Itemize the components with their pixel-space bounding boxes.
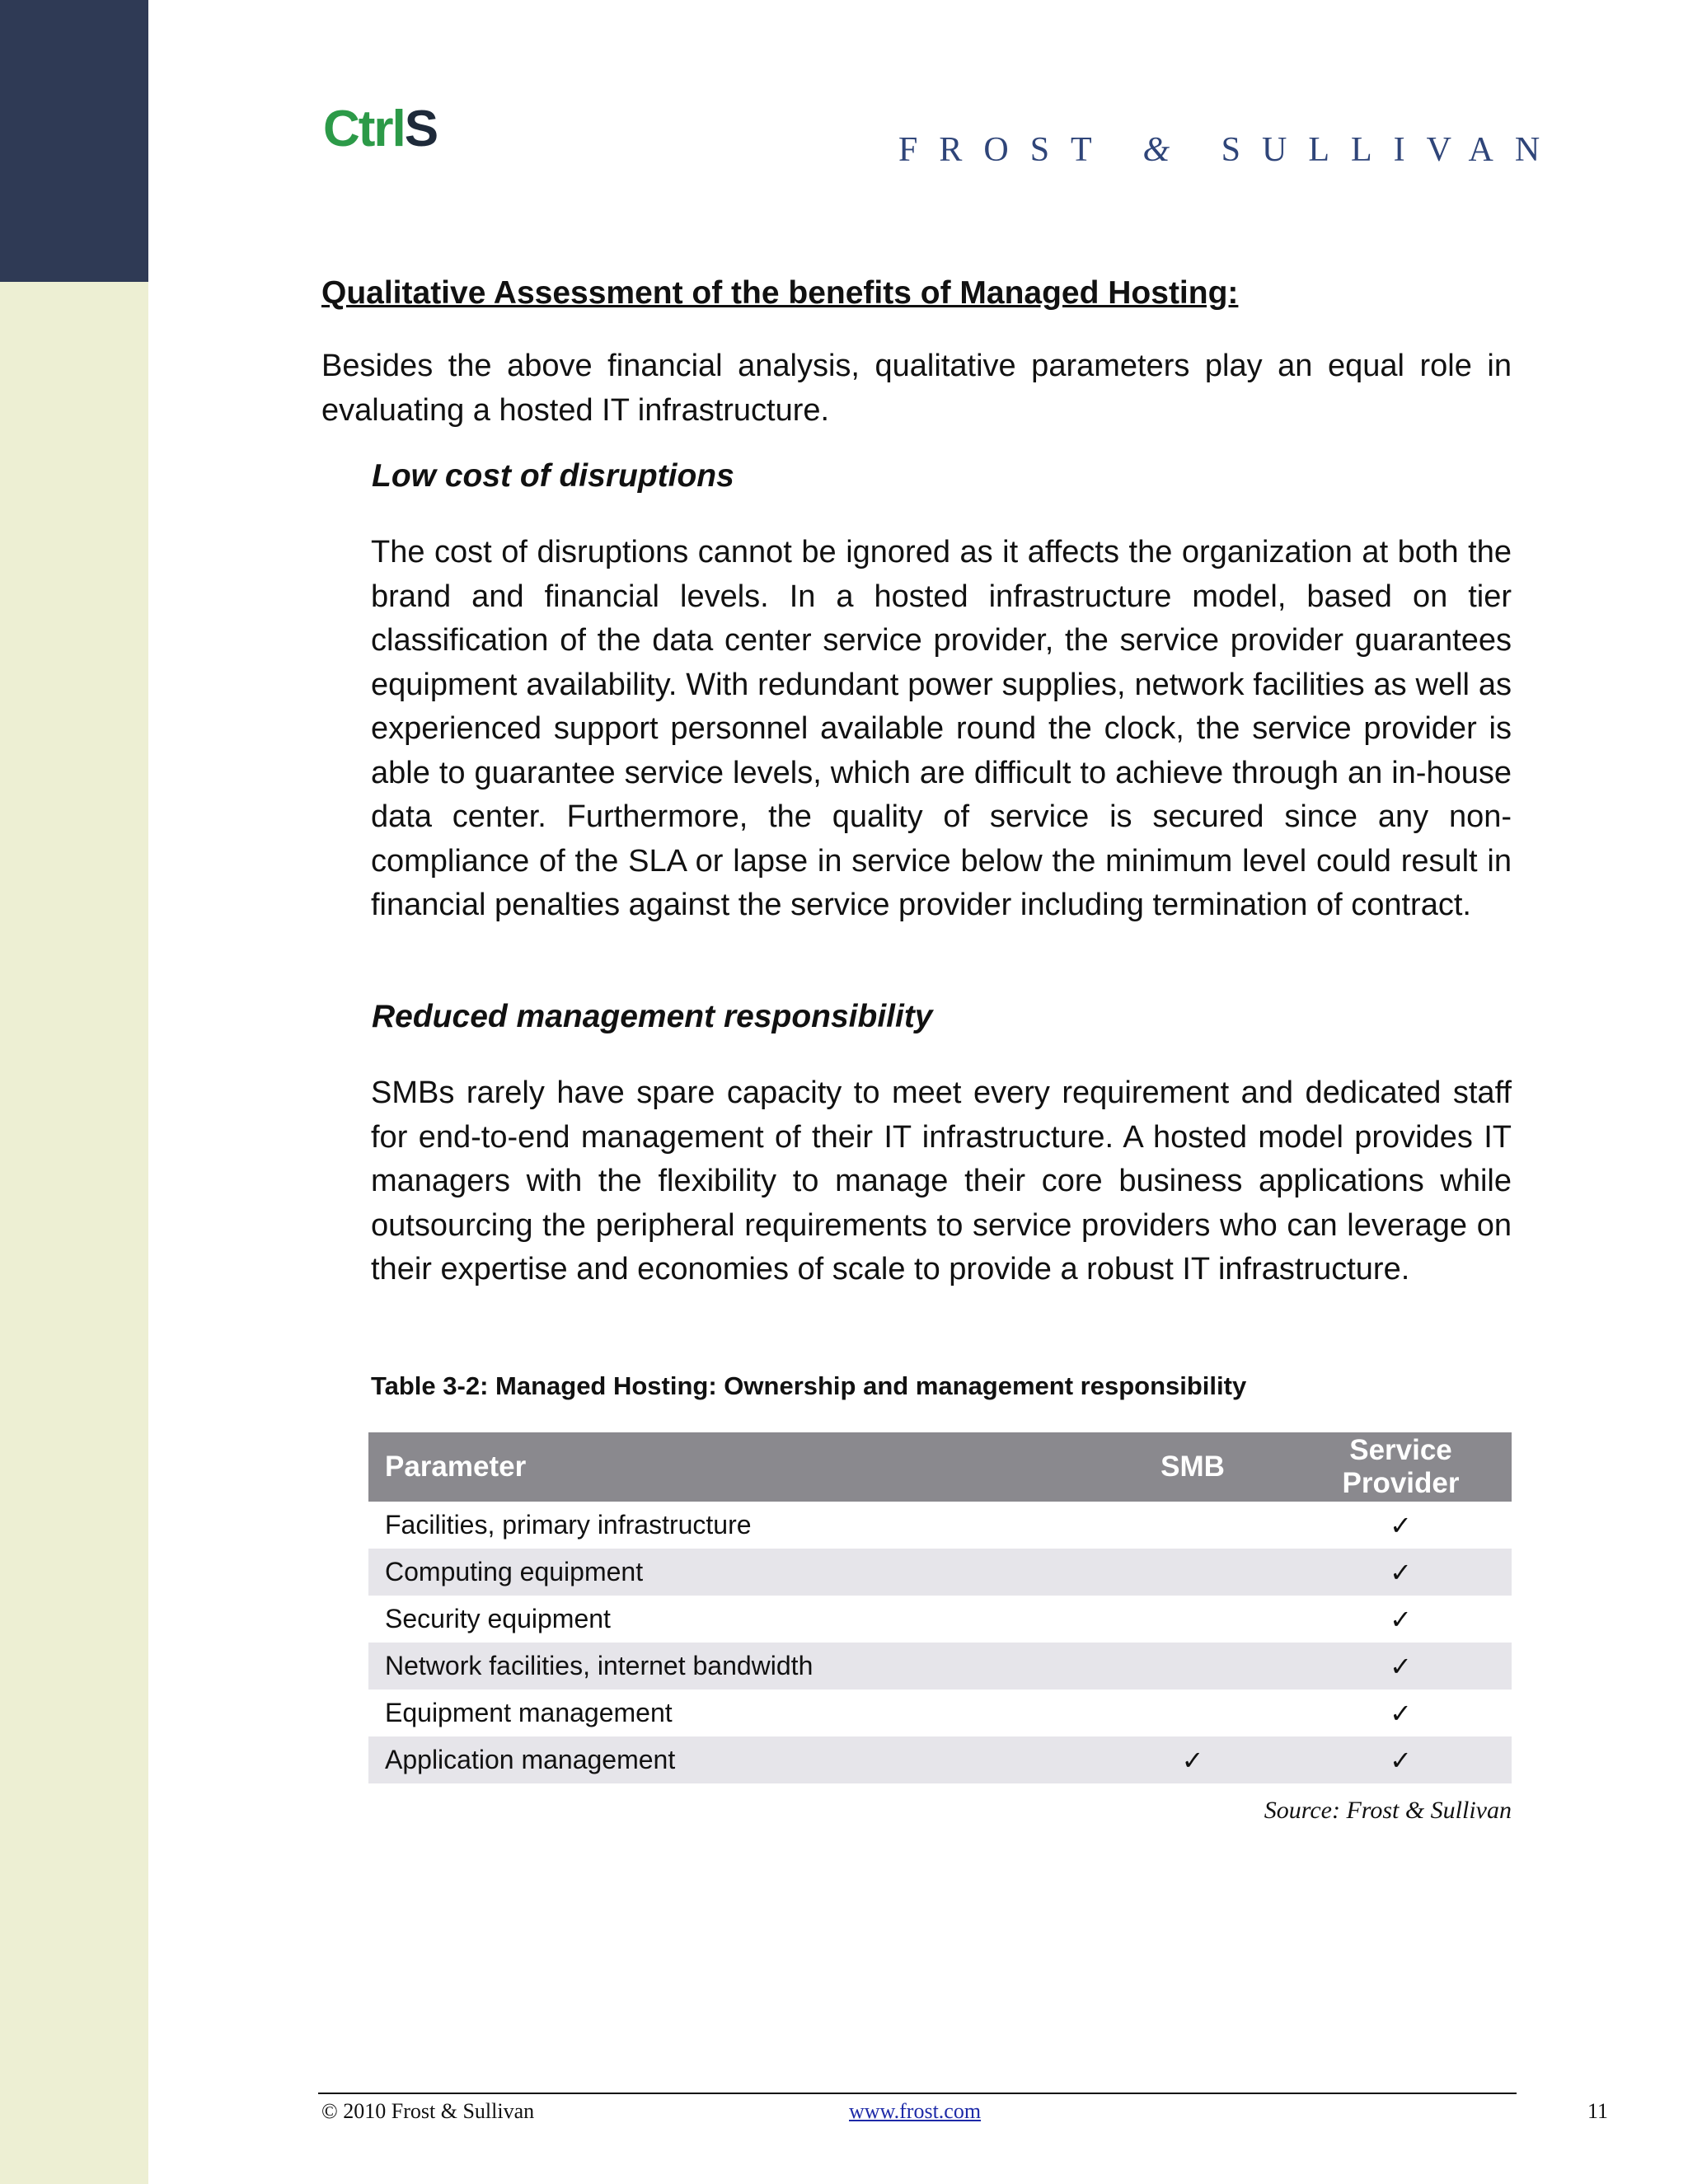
- smb-check-icon: [1095, 1596, 1290, 1643]
- provider-check-icon: ✓: [1390, 1603, 1412, 1635]
- logo-ampersand: &: [1142, 131, 1192, 169]
- smb-check-icon: ✓: [1095, 1736, 1290, 1783]
- row-parameter: Network facilities, internet bandwidth: [368, 1643, 1095, 1690]
- footer-copyright: © 2010 Frost & Sullivan: [321, 2099, 535, 2123]
- table-row: [368, 1736, 1512, 1783]
- table-row: [368, 1549, 1512, 1596]
- left-sidebar-band: [0, 0, 148, 2184]
- row-parameter: Facilities, primary infrastructure: [385, 1510, 752, 1540]
- provider-check-icon: ✓: [1290, 1736, 1512, 1783]
- row-parameter: Equipment management: [385, 1698, 673, 1727]
- smb-check-icon: [1095, 1502, 1290, 1549]
- row-parameter: Security equipment: [385, 1604, 611, 1633]
- provider-check-icon: ✓: [1290, 1549, 1512, 1596]
- table-row: [368, 1690, 1512, 1736]
- table-row: [368, 1502, 1512, 1549]
- header-parameter: Parameter: [368, 1432, 1095, 1502]
- smb-check-icon: [1095, 1643, 1290, 1690]
- smb-check-icon: [1095, 1690, 1290, 1736]
- footer-divider: [318, 2093, 1517, 2094]
- provider-check-icon: ✓: [1290, 1643, 1512, 1690]
- ctrls-logo-s: S: [404, 101, 438, 157]
- table-row: [368, 1643, 1512, 1690]
- provider-check-icon: ✓: [1390, 1509, 1412, 1541]
- table-header-row: [368, 1432, 1512, 1502]
- intro-paragraph: Besides the above financial analysis, qualitative parameters play an equal role in evaluating a hosted IT infrastructure.: [321, 349, 1512, 428]
- row-parameter: Computing equipment: [368, 1549, 1095, 1596]
- logo-frost-word: FROST: [898, 131, 1113, 169]
- table-source-note: Source: Frost & Sullivan: [1264, 1797, 1512, 1824]
- header-provider-line2: Provider: [1342, 1467, 1460, 1499]
- subsection-title-management: Reduced management responsibility: [372, 999, 933, 1034]
- table-row: [368, 1596, 1512, 1643]
- footer-page-number: 11: [1587, 2099, 1609, 2123]
- header-smb: SMB: [1095, 1432, 1290, 1502]
- ctrls-logo: [323, 101, 438, 157]
- section-heading: Qualitative Assessment of the benefits of Managed Hosting:: [321, 275, 1239, 311]
- header-provider-line1: Service: [1349, 1434, 1452, 1466]
- header-service-provider: [1290, 1432, 1512, 1502]
- subsection-body-management: SMBs rarely have spare capacity to meet every requirement and dedicated staff for end-to-end management of their IT infrastructure. A hosted model provides IT managers with the flexibility to manage their core business applications while outsourcing the peripheral requirements to service providers who can leverage on their expertise and economies of scale to provide a robust IT infrastructure.: [371, 1076, 1512, 1286]
- subsection-title-disruptions: Low cost of disruptions: [372, 458, 734, 494]
- row-parameter: Application management: [368, 1736, 1095, 1783]
- ctrls-logo-ctrl: Ctrl: [323, 101, 405, 157]
- table-caption: Table 3-2: Managed Hosting: Ownership and management responsibility: [371, 1371, 1247, 1400]
- smb-check-icon: [1095, 1549, 1290, 1596]
- footer-website-link[interactable]: www.frost.com: [849, 2099, 982, 2123]
- subsection-body-disruptions: The cost of disruptions cannot be ignored as it affects the organization at both the brand and financial levels. In a hosted infrastructure model, based on tier classification of the data center service provider, the service provider guarantees equipment availability. With redundant power supplies, network facilities as well as experienced support personnel available round the clock, the service provider is able to guarantee service levels, which are difficult to achieve through an in-house data center. Furthermore, the quality of service is secured since any non-compliance of the SLA or lapse in service below the minimum level could result in financial penalties against the service provider including termination of contract.: [371, 535, 1512, 922]
- provider-check-icon: ✓: [1390, 1697, 1412, 1729]
- frost-sullivan-logo: [898, 130, 1561, 170]
- responsibility-table: [368, 1432, 1512, 1783]
- logo-sullivan-word: SULLIVAN: [1221, 131, 1562, 169]
- sidebar-top-block: [0, 0, 148, 282]
